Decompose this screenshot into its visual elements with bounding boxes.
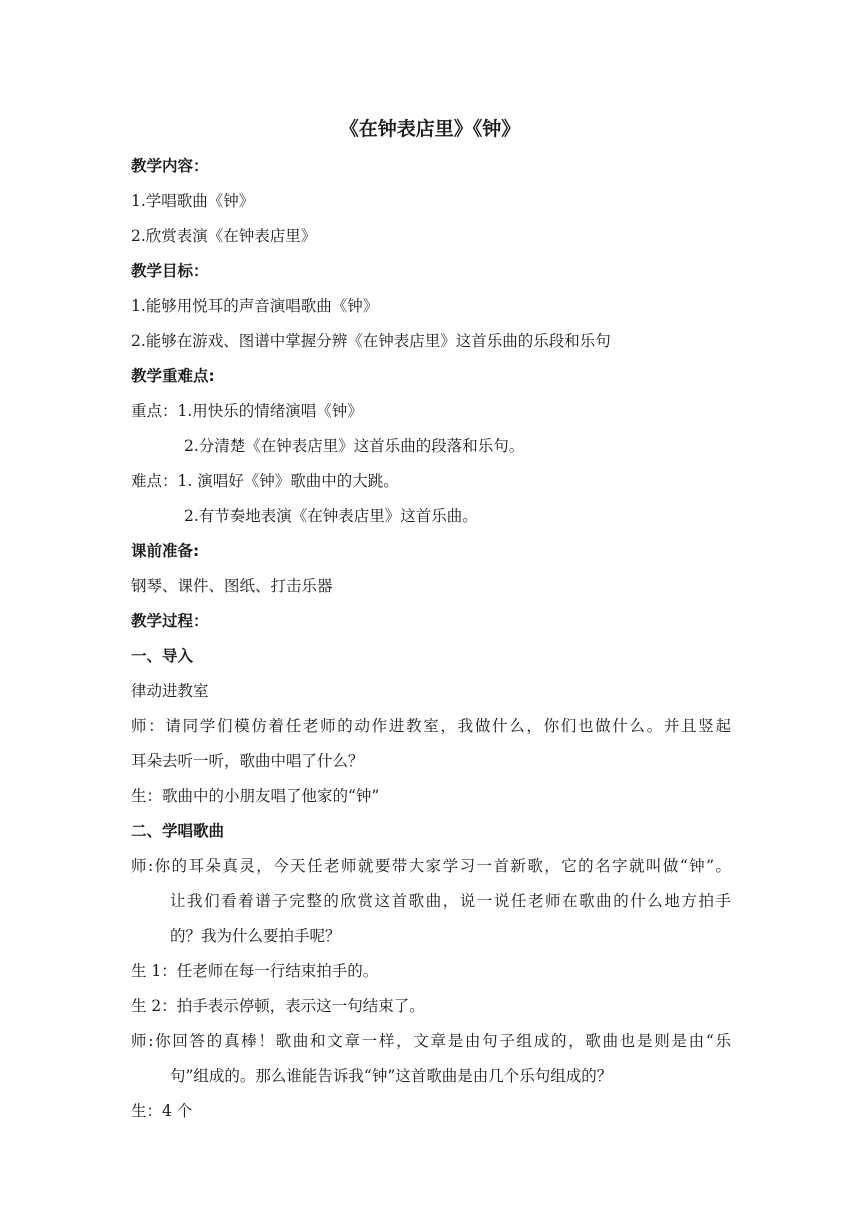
teacher-line-2-end: 的？我为什么要拍手呢？ [170, 927, 341, 945]
keypoint-item-1: 重点：1.用快乐的情绪演唱《钟》 [131, 402, 363, 420]
keypoint-item-2: 2.分清楚《在钟表店里》这首乐曲的段落和乐句。 [184, 437, 525, 455]
objective-item-1: 1.能够用悦耳的声音演唱歌曲《钟》 [131, 297, 379, 315]
section-heading-process: 教学过程： [131, 612, 209, 630]
objective-item-2: 2.能够在游戏、图谱中掌握分辨《在钟表店里》这首乐曲的乐段和乐句 [131, 332, 611, 350]
teacher-line-3-cont: 句”组成的。那么谁能告诉我“钟”这首歌曲是由几个乐句组成的？ [170, 1067, 613, 1085]
section-heading-objectives: 教学目标： [131, 262, 209, 280]
teacher-line-1: 师：请同学们模仿着任老师的动作进教室，我做什么，你们也做什么。并且竖起 [131, 717, 731, 735]
student-line-1: 生：歌曲中的小朋友唱了他家的“钟” [131, 787, 380, 805]
preparation-text: 钢琴、课件、图纸、打击乐器 [131, 577, 333, 595]
content-item-1: 1.学唱歌曲《钟》 [131, 192, 255, 210]
teacher-line-2: 师:你的耳朵真灵，今天任老师就要带大家学习一首新歌，它的名字就叫做“钟”。 [131, 857, 731, 875]
teacher-line-2-cont: 让我们看着谱子完整的欣赏这首歌曲，说一说任老师在歌曲的什么地方拍手 [170, 892, 731, 910]
section-heading-keypoints: 教学重难点: [131, 367, 215, 385]
process-step-learn-song: 二、学唱歌曲 [131, 822, 225, 840]
difficulty-item-2: 2.有节奏地表演《在钟表店里》这首乐曲。 [184, 507, 478, 525]
section-heading-content: 教学内容： [131, 157, 209, 175]
content-item-2: 2.欣赏表演《在钟表店里》 [131, 227, 317, 245]
student-answer-1: 生 1：任老师在每一行结束拍手的。 [131, 962, 379, 980]
student-answer-2: 生 2：拍手表示停顿，表示这一句结束了。 [131, 997, 425, 1015]
document-title: 《在钟表店里》《钟》 [339, 118, 521, 140]
teacher-line-1-cont: 耳朵去听一听，歌曲中唱了什么？ [131, 752, 364, 770]
process-text: 律动进教室 [131, 682, 209, 700]
process-step-introduction: 一、导入 [131, 647, 194, 665]
difficulty-item-1: 难点：1. 演唱好《钟》歌曲中的大跳。 [131, 472, 399, 490]
section-heading-preparation: 课前准备: [131, 542, 200, 560]
teacher-line-3: 师:你回答的真棒！歌曲和文章一样，文章是由句子组成的，歌曲也是则是由“乐 [131, 1032, 731, 1050]
student-answer-3: 生：4 个 [131, 1102, 193, 1120]
